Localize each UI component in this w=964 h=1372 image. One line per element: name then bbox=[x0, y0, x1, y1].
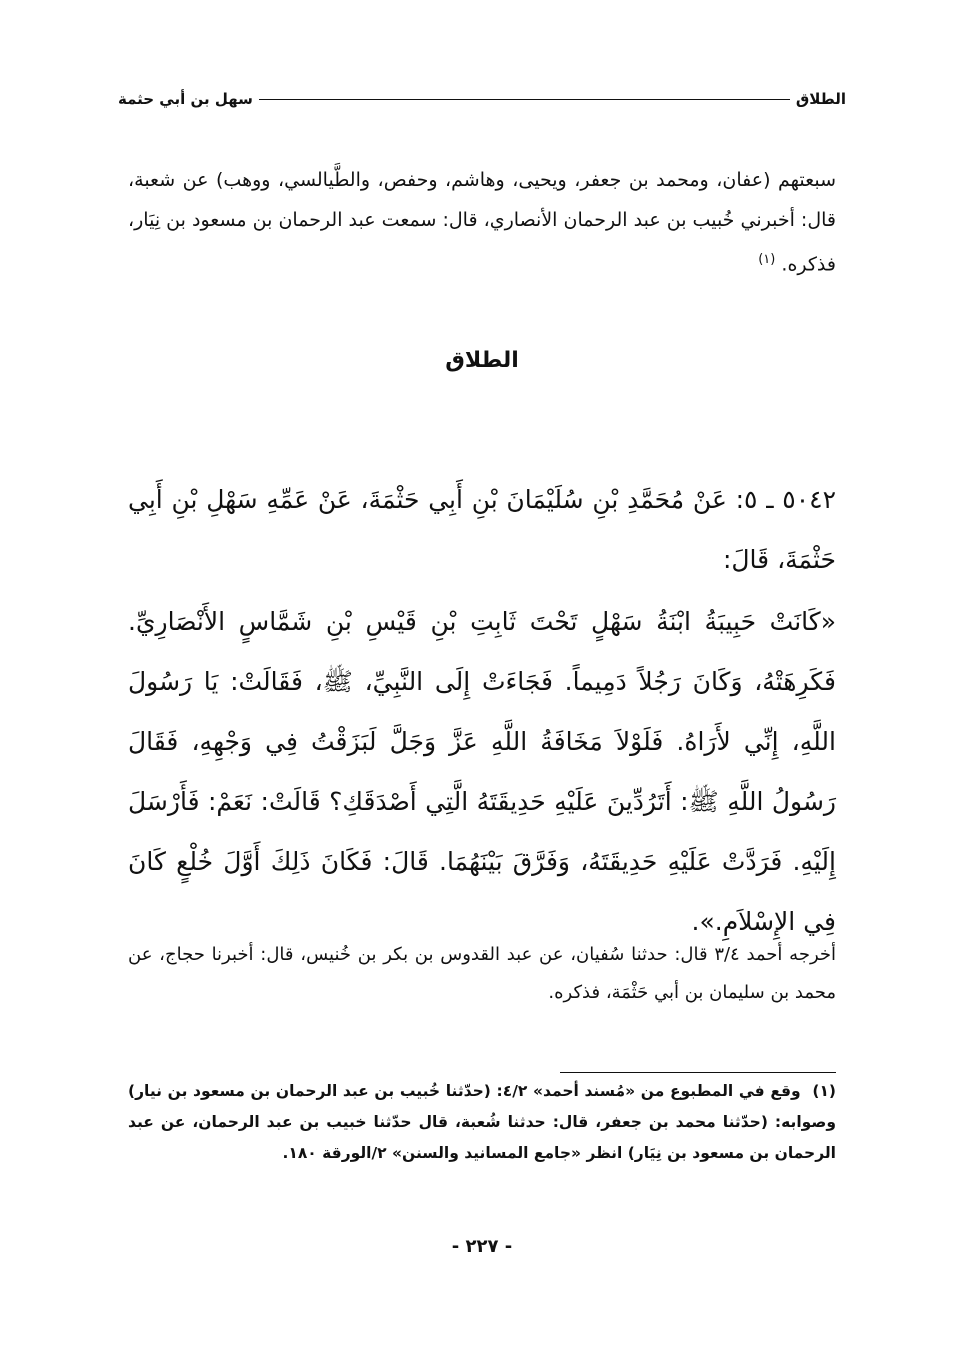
hadith-text: «كَانَتْ حَبِيبَةُ ابْنَةُ سَهْلٍ تَحْتَ ثَابِتِ بْنِ قَيْسِ بْنِ شَمَّاسٍ الأَنْصَارِيِّ. فَكَرِهَتْهُ، وَكَانَ رَجُلاً دَمِيماً. فَجَاءَتْ إِلَى النَّبِيِّ، ﷺ، فَقَالَتْ: يَا رَسُولَ اللَّهِ، إِنِّي لأَرَاهُ. فَلَوْلاَ مَخَافَةُ اللَّهِ عَزَّ وَجَلَّ لَبَزَقْتُ فِي وَجْهِهِ، فَقَالَ رَسُولُ اللَّهِ ﷺ: أَتَرُدِّينَ عَلَيْهِ حَدِيقَتَهُ الَّتِي أَصْدَقَكِ؟ قَالَتْ: نَعَمْ: فَأَرْسَلَ إِلَيْهِ. فَرَدَّتْ عَلَيْهِ حَدِيقَتَهُ، وَفَرَّقَ بَيْنَهُمَا. قَالَ: فَكَانَ ذَلِكَ أَوَّلَ خُلْعٍ كَانَ فِي الإِسْلاَمِ.». bbox=[128, 607, 836, 936]
intro-paragraph bbox=[128, 160, 836, 284]
footnote-text: وقع في المطبوع من «مُسند أحمد» ٤/٢: (حدّثنا خُبيب بن عبد الرحمان بن مسعود بن نيار) وصوابه: (حدّثنا محمد بن جعفر، قال: حدثنا شُعبة، قال حدّثنا خبيب بن عبد الرحمان، عن عبد الرحمان بن مسعود بن نِيَار) انظر «جامع المسانيد والسنن» ٢/الورقة ١٨٠. bbox=[128, 1082, 836, 1162]
header-narrator-title: سهل بن أبي حثمة bbox=[118, 90, 253, 108]
header-chapter-title: الطلاق bbox=[795, 90, 846, 108]
takhrij-paragraph: أخرجه أحمد ٣/٤ قال: حدثنا سُفيان، عن عبد القدوس بن بكر بن خُنيس، قال: أخبرنا حجاج، عن محمد بن سليمان بن أبي حَثْمَة، فذكره. bbox=[128, 944, 837, 1003]
header-rule bbox=[259, 99, 790, 100]
hadith-heading: ٥٠٤٢ ـ ٥: عَنْ مُحَمَّدِ بْنِ سُلَيْمَانَ بْنِ أَبِي حَثْمَةَ، عَنْ عَمِّهِ سَهْلِ بْنِ أَبِي حَثْمَةَ، قَالَ: bbox=[128, 485, 837, 574]
footnote-reference: (١) bbox=[758, 252, 776, 267]
footnote-separator bbox=[560, 1072, 836, 1073]
intro-text: سبعتهم (عفان، ومحمد بن جعفر، ويحيى، وهاشم، وحفص، والطَّيالسي، ووهب) عن شعبة، قال: أخبرني خُبيب بن عبد الرحمان الأنصاري، قال: سمعت عبد الرحمان بن مسعود بن نِيَار، فذكره. bbox=[128, 169, 836, 276]
footnote bbox=[128, 1076, 836, 1169]
running-header bbox=[118, 86, 846, 112]
page-number: - ٢٢٧ - bbox=[451, 1236, 513, 1257]
footnote-number: (١) bbox=[812, 1082, 837, 1100]
section-title: الطلاق bbox=[445, 348, 519, 373]
